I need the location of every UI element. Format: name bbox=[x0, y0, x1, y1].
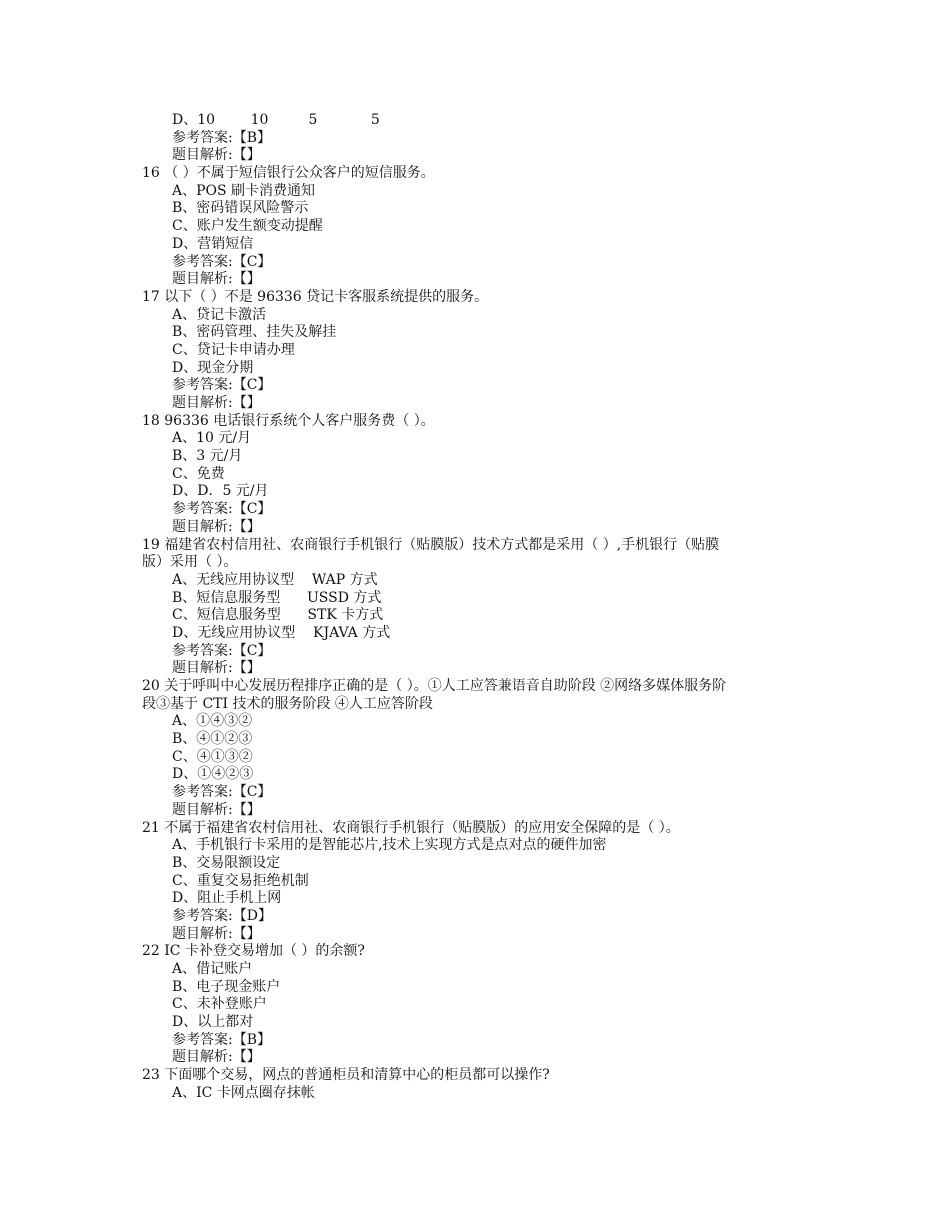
option-line: A、借记账户 bbox=[172, 961, 253, 977]
option-line: A、IC 卡网点圈存抹帐 bbox=[172, 1084, 315, 1101]
option-line: 参考答案:【C】 bbox=[172, 642, 272, 659]
option-line: D、以上都对 bbox=[172, 1014, 254, 1031]
option-line: C、重复交易拒绝机制 bbox=[172, 872, 309, 889]
question-line: 17 以下（ ）不是 96336 贷记卡客服系统提供的服务。 bbox=[142, 288, 489, 305]
option-line: 参考答案:【C】 bbox=[172, 253, 272, 270]
option-line: 题目解析:【】 bbox=[172, 1049, 261, 1066]
option-line: C、短信息服务型 STK 卡方式 bbox=[172, 607, 384, 624]
option-line: A、无线应用协议型 WAP 方式 bbox=[172, 571, 378, 588]
option-line: 参考答案:【C】 bbox=[172, 784, 272, 801]
option-line: 题目解析:【】 bbox=[172, 395, 261, 411]
option-line: 参考答案:【B】 bbox=[172, 1031, 272, 1048]
option-line: A、手机银行卡采用的是智能芯片,技术上实现方式是点对点的硬件加密 bbox=[172, 837, 607, 854]
option-line: 题目解析:【】 bbox=[172, 925, 261, 942]
option-line: A、①④③② bbox=[172, 713, 253, 730]
option-line: 参考答案:【D】 bbox=[172, 907, 272, 924]
question-line: 20 关于呼叫中心发展历程排序正确的是（ ）。①人工应答兼语音自助阶段 ②网络多媒体服务阶 bbox=[142, 678, 727, 694]
option-line: C、贷记卡申请办理 bbox=[172, 341, 295, 358]
question-line: 16 （ ）不属于短信银行公众客户的短信服务。 bbox=[142, 165, 435, 182]
option-line: B、3 元/月 bbox=[172, 448, 243, 465]
question-line: 22 IC 卡补登交易增加（ ）的余额? bbox=[142, 943, 365, 960]
option-line: D、现金分期 bbox=[172, 359, 254, 376]
option-line: 题目解析:【】 bbox=[172, 518, 261, 535]
option-line: A、10 元/月 bbox=[172, 430, 252, 447]
option-line: 参考答案:【B】 bbox=[172, 129, 272, 146]
option-line: D、营销短信 bbox=[172, 235, 254, 252]
option-line: C、未补登账户 bbox=[172, 996, 267, 1013]
option-line: 题目解析:【】 bbox=[172, 801, 261, 818]
option-line: D、D．5 元/月 bbox=[172, 483, 269, 500]
question-line: 21 不属于福建省农村信用社、农商银行手机银行（贴膜版）的应用安全保障的是（ ）。 bbox=[142, 819, 680, 836]
option-line: 题目解析:【】 bbox=[172, 147, 261, 164]
option-line: A、贷记卡激活 bbox=[172, 306, 267, 323]
option-line: D、①④②③ bbox=[172, 766, 254, 783]
question-continuation: 段③基于 CTI 技术的服务阶段 ④人工应答阶段 bbox=[142, 695, 433, 712]
option-line: B、④①②③ bbox=[172, 731, 253, 748]
option-line: B、交易限额设定 bbox=[172, 854, 281, 871]
option-line: B、密码错误风险警示 bbox=[172, 200, 309, 217]
option-line: 参考答案:【C】 bbox=[172, 501, 272, 518]
question-line: 19 福建省农村信用社、农商银行手机银行（贴膜版）技术方式都是采用（ ）,手机银行（贴膜 bbox=[142, 536, 720, 553]
document-body bbox=[142, 112, 822, 1103]
option-line: C、④①③② bbox=[172, 748, 253, 765]
option-line: D、无线应用协议型 KJAVA 方式 bbox=[172, 624, 391, 641]
option-line: D、阻止手机上网 bbox=[172, 890, 282, 907]
option-line: 题目解析:【】 bbox=[172, 660, 261, 677]
option-line: A、POS 刷卡消费通知 bbox=[172, 182, 316, 199]
option-line: 参考答案:【C】 bbox=[172, 377, 272, 394]
option-line: B、短信息服务型 USSD 方式 bbox=[172, 589, 382, 606]
option-line: C、账户发生额变动提醒 bbox=[172, 218, 323, 235]
option-line: 题目解析:【】 bbox=[172, 271, 261, 288]
question-line: 18 96336 电话银行系统个人客户服务费（ ）。 bbox=[142, 412, 435, 429]
question-line: 23 下面哪个交易，网点的普通柜员和清算中心的柜员都可以操作? bbox=[142, 1067, 550, 1084]
option-line: B、电子现金账户 bbox=[172, 978, 281, 995]
option-line: B、密码管理、挂失及解挂 bbox=[172, 324, 337, 341]
option-line: D、10 10 5 5 bbox=[172, 112, 380, 128]
question-continuation: 版）采用（ ）。 bbox=[142, 554, 238, 571]
option-line: C、免费 bbox=[172, 465, 225, 482]
